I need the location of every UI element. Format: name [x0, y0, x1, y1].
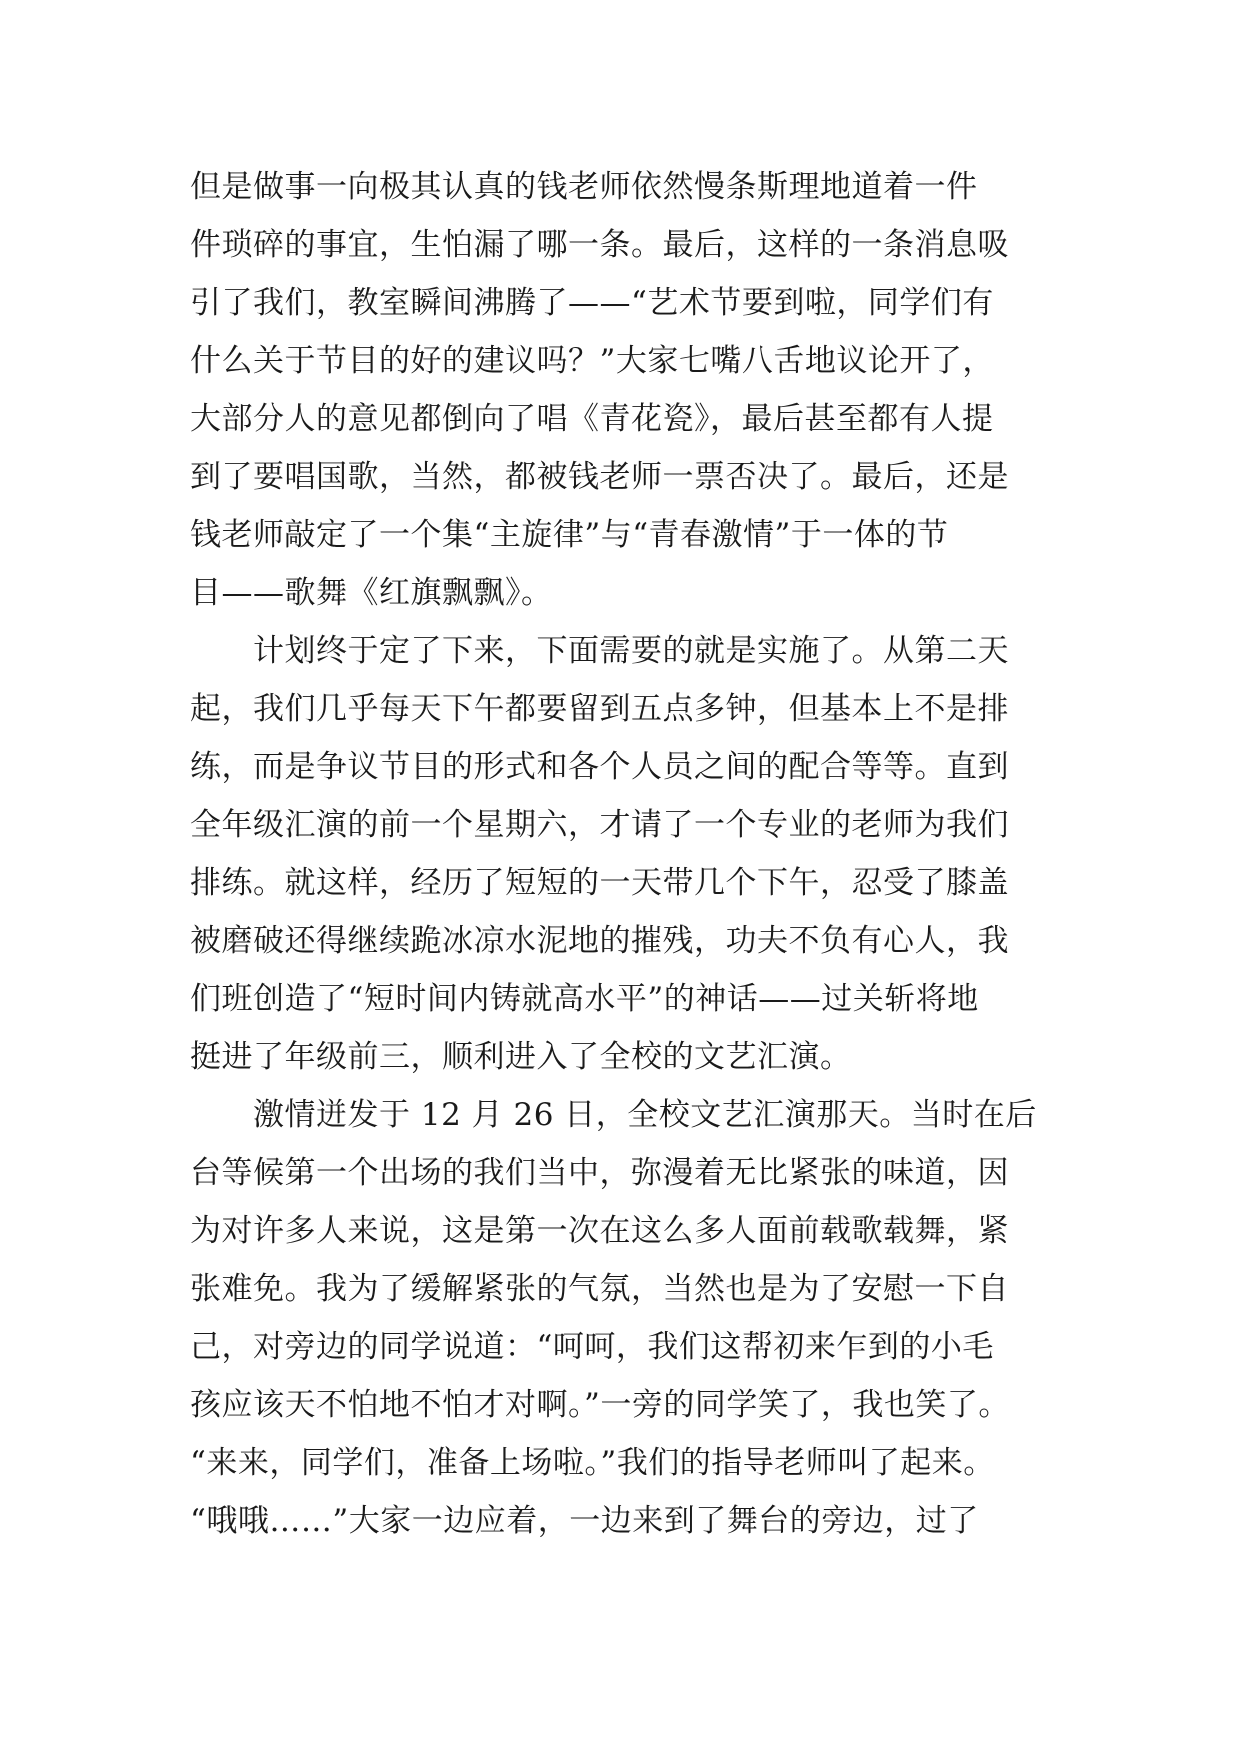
text-line: 起，我们几乎每天下午都要留到五点多钟，但基本上不是排 — [190, 691, 1009, 727]
text-line: 被磨破还得继续跪冰凉水泥地的摧残，功夫不负有心人，我 — [190, 923, 1009, 959]
text-line: 钱老师敲定了一个集“主旋律”与“青春激情”于一体的节 — [190, 517, 949, 553]
text-line: 激情迸发于 12 月 26 日，全校文艺汇演那天。当时在后 — [190, 1097, 1037, 1133]
text-line: 目——歌舞《红旗飘飘》。 — [190, 575, 553, 611]
text-line: 全年级汇演的前一个星期六，才请了一个专业的老师为我们 — [190, 807, 1009, 843]
text-line: “来来，同学们，准备上场啦。”我们的指导老师叫了起来。 — [190, 1445, 995, 1481]
text-line: 件琐碎的事宜，生怕漏了哪一条。最后，这样的一条消息吸 — [190, 227, 1009, 263]
text-line: 挺进了年级前三，顺利进入了全校的文艺汇演。 — [190, 1039, 852, 1075]
text-line: 引了我们，教室瞬间沸腾了——“艺术节要到啦，同学们有 — [190, 285, 994, 321]
text-line: 台等候第一个出场的我们当中，弥漫着无比紧张的味道，因 — [190, 1155, 1009, 1191]
text-line: 到了要唱国歌，当然，都被钱老师一票否决了。最后，还是 — [190, 459, 1009, 495]
text-line: “哦哦……”大家一边应着，一边来到了舞台的旁边，过了 — [190, 1503, 979, 1539]
text-line: 排练。就这样，经历了短短的一天带几个下午，忍受了膝盖 — [190, 865, 1009, 901]
text-line: 但是做事一向极其认真的钱老师依然慢条斯理地道着一件 — [190, 169, 978, 205]
text-line: 大部分人的意见都倒向了唱《青花瓷》，最后甚至都有人提 — [190, 401, 994, 437]
text-line: 为对许多人来说，这是第一次在这么多人面前载歌载舞，紧 — [190, 1213, 1009, 1249]
body-text — [190, 158, 1090, 1550]
text-line: 们班创造了“短时间内铸就高水平”的神话——过关斩将地 — [190, 981, 979, 1017]
text-line: 己，对旁边的同学说道：“呵呵，我们这帮初来乍到的小毛 — [190, 1329, 994, 1365]
text-line: 什么关于节目的好的建议吗？”大家七嘴八舌地议论开了， — [190, 343, 994, 379]
text-line: 张难免。我为了缓解紧张的气氛，当然也是为了安慰一下自 — [190, 1271, 1009, 1307]
text-line: 孩应该天不怕地不怕才对啊。”一旁的同学笑了，我也笑了。 — [190, 1387, 1010, 1423]
text-line: 练，而是争议节目的形式和各个人员之间的配合等等。直到 — [190, 749, 1009, 785]
text-line: 计划终于定了下来，下面需要的就是实施了。从第二天 — [190, 633, 1009, 669]
